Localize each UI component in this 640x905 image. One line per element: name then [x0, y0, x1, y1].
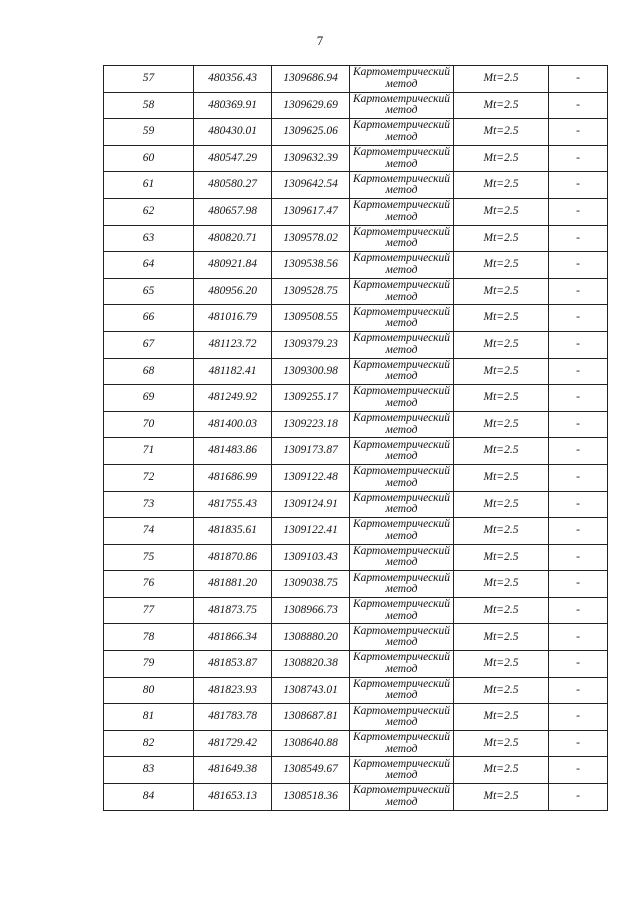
y-coordinate-cell: 1309617.47 [272, 198, 350, 225]
note-cell: - [549, 172, 608, 199]
method-cell [350, 757, 454, 784]
method-text-line: метод [385, 476, 418, 489]
note-cell: - [549, 597, 608, 624]
method-cell [350, 385, 454, 412]
note-cell: - [549, 438, 608, 465]
x-coordinate-cell: 481649.38 [194, 757, 272, 784]
method-text-line: Картометрический [352, 358, 451, 371]
method-text-line: Картометрический [352, 332, 451, 345]
method-cell [350, 145, 454, 172]
method-text-line: Картометрический [352, 146, 451, 159]
x-coordinate-cell: 481755.43 [194, 491, 272, 518]
accuracy-cell: Mt=2.5 [454, 438, 549, 465]
accuracy-cell: Mt=2.5 [454, 331, 549, 358]
note-cell: - [549, 92, 608, 119]
method-cell [350, 651, 454, 678]
method-text-line: метод [385, 716, 418, 729]
x-coordinate-cell: 481873.75 [194, 597, 272, 624]
method-cell [350, 677, 454, 704]
x-coordinate-cell: 480430.01 [194, 119, 272, 146]
note-cell: - [549, 331, 608, 358]
y-coordinate-cell: 1309103.43 [272, 544, 350, 571]
y-coordinate-cell: 1309300.98 [272, 358, 350, 385]
accuracy-cell: Mt=2.5 [454, 464, 549, 491]
x-coordinate-cell: 480356.43 [194, 66, 272, 93]
point-number-cell: 83 [104, 757, 194, 784]
method-text-line: метод [385, 317, 418, 330]
point-number-cell: 77 [104, 597, 194, 624]
accuracy-cell: Mt=2.5 [454, 305, 549, 332]
table-row [104, 305, 608, 332]
x-coordinate-cell: 481823.93 [194, 677, 272, 704]
y-coordinate-cell: 1308640.88 [272, 730, 350, 757]
table-row [104, 464, 608, 491]
note-cell: - [549, 198, 608, 225]
point-number-cell: 84 [104, 784, 194, 811]
x-coordinate-cell: 481729.42 [194, 730, 272, 757]
method-text-line: Картометрический [352, 544, 451, 557]
note-cell: - [549, 757, 608, 784]
method-text-line: Картометрический [352, 624, 451, 637]
page-number: 7 [316, 33, 324, 48]
method-cell [350, 571, 454, 598]
x-coordinate-cell: 481853.87 [194, 651, 272, 678]
note-cell: - [549, 730, 608, 757]
table-row [104, 119, 608, 146]
method-cell [350, 624, 454, 651]
x-coordinate-cell: 481835.61 [194, 518, 272, 545]
method-text-line: Картометрический [352, 66, 451, 79]
table-row [104, 597, 608, 624]
y-coordinate-cell: 1309625.06 [272, 119, 350, 146]
y-coordinate-cell: 1309223.18 [272, 411, 350, 438]
x-coordinate-cell: 481249.92 [194, 385, 272, 412]
x-coordinate-cell: 480956.20 [194, 278, 272, 305]
point-number-cell: 73 [104, 491, 194, 518]
note-cell: - [549, 252, 608, 279]
method-text-line: метод [385, 583, 418, 596]
point-number-cell: 64 [104, 252, 194, 279]
x-coordinate-cell: 481686.99 [194, 464, 272, 491]
point-number-cell: 59 [104, 119, 194, 146]
accuracy-cell: Mt=2.5 [454, 145, 549, 172]
point-number-cell: 74 [104, 518, 194, 545]
point-number-cell: 82 [104, 730, 194, 757]
accuracy-cell: Mt=2.5 [454, 651, 549, 678]
x-coordinate-cell: 481483.86 [194, 438, 272, 465]
note-cell: - [549, 358, 608, 385]
method-text-line: Картометрический [352, 465, 451, 478]
method-cell [350, 491, 454, 518]
accuracy-cell: Mt=2.5 [454, 544, 549, 571]
table-row [104, 385, 608, 412]
accuracy-cell: Mt=2.5 [454, 677, 549, 704]
method-text-line: Картометрический [352, 92, 451, 105]
x-coordinate-cell: 481016.79 [194, 305, 272, 332]
x-coordinate-cell: 480921.84 [194, 252, 272, 279]
accuracy-cell: Mt=2.5 [454, 704, 549, 731]
y-coordinate-cell: 1309578.02 [272, 225, 350, 252]
method-text-line: метод [385, 343, 418, 356]
point-number-cell: 58 [104, 92, 194, 119]
method-text-line: метод [385, 263, 418, 276]
table-row [104, 66, 608, 93]
y-coordinate-cell: 1308687.81 [272, 704, 350, 731]
table-row [104, 544, 608, 571]
x-coordinate-cell: 480580.27 [194, 172, 272, 199]
table-row [104, 571, 608, 598]
table-row [104, 491, 608, 518]
point-number-cell: 57 [104, 66, 194, 93]
y-coordinate-cell: 1309122.41 [272, 518, 350, 545]
accuracy-cell: Mt=2.5 [454, 730, 549, 757]
method-text-line: Картометрический [352, 704, 451, 717]
point-number-cell: 72 [104, 464, 194, 491]
table-row [104, 730, 608, 757]
note-cell: - [549, 784, 608, 811]
method-text-line: Картометрический [352, 491, 451, 504]
method-cell [350, 331, 454, 358]
point-number-cell: 60 [104, 145, 194, 172]
point-number-cell: 81 [104, 704, 194, 731]
note-cell: - [549, 385, 608, 412]
x-coordinate-cell: 481123.72 [194, 331, 272, 358]
accuracy-cell: Mt=2.5 [454, 518, 549, 545]
method-cell [350, 198, 454, 225]
method-text-line: метод [385, 662, 418, 675]
y-coordinate-cell: 1309632.39 [272, 145, 350, 172]
x-coordinate-cell: 480820.71 [194, 225, 272, 252]
method-text-line: Картометрический [352, 199, 451, 212]
accuracy-cell: Mt=2.5 [454, 624, 549, 651]
point-number-cell: 76 [104, 571, 194, 598]
x-coordinate-cell: 481400.03 [194, 411, 272, 438]
point-number-cell: 75 [104, 544, 194, 571]
y-coordinate-cell: 1309642.54 [272, 172, 350, 199]
point-number-cell: 61 [104, 172, 194, 199]
method-text-line: Картометрический [352, 412, 451, 425]
method-text-line: метод [385, 450, 418, 463]
method-text-line: Картометрический [352, 279, 451, 292]
method-text-line: метод [385, 423, 418, 436]
x-coordinate-cell: 481866.34 [194, 624, 272, 651]
point-number-cell: 71 [104, 438, 194, 465]
x-coordinate-cell: 481783.78 [194, 704, 272, 731]
method-text-line: метод [385, 795, 418, 808]
x-coordinate-cell: 481182.41 [194, 358, 272, 385]
note-cell: - [549, 677, 608, 704]
note-cell: - [549, 278, 608, 305]
y-coordinate-cell: 1308820.38 [272, 651, 350, 678]
x-coordinate-cell: 481881.20 [194, 571, 272, 598]
note-cell: - [549, 145, 608, 172]
method-text-line: Картометрический [352, 757, 451, 770]
method-cell [350, 730, 454, 757]
table-row [104, 358, 608, 385]
note-cell: - [549, 571, 608, 598]
accuracy-cell: Mt=2.5 [454, 571, 549, 598]
method-text-line: метод [385, 370, 418, 383]
method-text-line: метод [385, 742, 418, 755]
x-coordinate-cell: 481870.86 [194, 544, 272, 571]
method-cell [350, 172, 454, 199]
accuracy-cell: Mt=2.5 [454, 66, 549, 93]
point-number-cell: 80 [104, 677, 194, 704]
method-text-line: Картометрический [352, 731, 451, 744]
point-number-cell: 65 [104, 278, 194, 305]
method-text-line: Картометрический [352, 252, 451, 265]
accuracy-cell: Mt=2.5 [454, 385, 549, 412]
y-coordinate-cell: 1309379.23 [272, 331, 350, 358]
table-row [104, 225, 608, 252]
accuracy-cell: Mt=2.5 [454, 252, 549, 279]
table-row [104, 92, 608, 119]
method-cell [350, 411, 454, 438]
method-text-line: Картометрический [352, 225, 451, 238]
method-text-line: метод [385, 157, 418, 170]
method-text-line: метод [385, 609, 418, 622]
x-coordinate-cell: 480369.91 [194, 92, 272, 119]
table-row [104, 411, 608, 438]
y-coordinate-cell: 1309528.75 [272, 278, 350, 305]
point-number-cell: 63 [104, 225, 194, 252]
note-cell: - [549, 464, 608, 491]
accuracy-cell: Mt=2.5 [454, 411, 549, 438]
note-cell: - [549, 225, 608, 252]
method-text-line: Картометрический [352, 677, 451, 690]
y-coordinate-cell: 1308549.67 [272, 757, 350, 784]
accuracy-cell: Mt=2.5 [454, 119, 549, 146]
y-coordinate-cell: 1309629.69 [272, 92, 350, 119]
table-row [104, 252, 608, 279]
y-coordinate-cell: 1308880.20 [272, 624, 350, 651]
point-number-cell: 70 [104, 411, 194, 438]
method-cell [350, 66, 454, 93]
method-cell [350, 358, 454, 385]
table-row [104, 624, 608, 651]
method-cell [350, 784, 454, 811]
point-number-cell: 69 [104, 385, 194, 412]
table-row [104, 278, 608, 305]
note-cell: - [549, 544, 608, 571]
method-cell [350, 225, 454, 252]
method-cell [350, 438, 454, 465]
note-cell: - [549, 305, 608, 332]
accuracy-cell: Mt=2.5 [454, 757, 549, 784]
accuracy-cell: Mt=2.5 [454, 278, 549, 305]
method-text-line: Картометрический [352, 784, 451, 797]
method-text-line: метод [385, 237, 418, 250]
method-text-line: Картометрический [352, 385, 451, 398]
note-cell: - [549, 518, 608, 545]
method-cell [350, 252, 454, 279]
note-cell: - [549, 704, 608, 731]
y-coordinate-cell: 1309173.87 [272, 438, 350, 465]
table-row [104, 677, 608, 704]
method-text-line: метод [385, 769, 418, 782]
point-number-cell: 68 [104, 358, 194, 385]
method-text-line: метод [385, 77, 418, 90]
note-cell: - [549, 66, 608, 93]
method-text-line: метод [385, 184, 418, 197]
table-row [104, 331, 608, 358]
table-row [104, 704, 608, 731]
y-coordinate-cell: 1309122.48 [272, 464, 350, 491]
method-cell [350, 518, 454, 545]
note-cell: - [549, 651, 608, 678]
x-coordinate-cell: 481653.13 [194, 784, 272, 811]
method-text-line: метод [385, 689, 418, 702]
method-cell [350, 597, 454, 624]
method-text-line: метод [385, 104, 418, 117]
method-text-line: Картометрический [352, 598, 451, 611]
accuracy-cell: Mt=2.5 [454, 491, 549, 518]
method-text-line: метод [385, 636, 418, 649]
accuracy-cell: Mt=2.5 [454, 92, 549, 119]
method-text-line: метод [385, 529, 418, 542]
table-row [104, 757, 608, 784]
method-text-line: метод [385, 210, 418, 223]
y-coordinate-cell: 1309255.17 [272, 385, 350, 412]
method-cell [350, 92, 454, 119]
point-number-cell: 67 [104, 331, 194, 358]
method-cell [350, 544, 454, 571]
method-text-line: метод [385, 556, 418, 569]
point-number-cell: 79 [104, 651, 194, 678]
accuracy-cell: Mt=2.5 [454, 198, 549, 225]
method-text-line: Картометрический [352, 172, 451, 185]
point-number-cell: 62 [104, 198, 194, 225]
coordinates-table-body [104, 66, 608, 811]
table-row [104, 145, 608, 172]
note-cell: - [549, 119, 608, 146]
y-coordinate-cell: 1309538.56 [272, 252, 350, 279]
method-text-line: Картометрический [352, 119, 451, 132]
method-text-line: Картометрический [352, 305, 451, 318]
method-cell [350, 278, 454, 305]
table-row [104, 438, 608, 465]
note-cell: - [549, 624, 608, 651]
method-text-line: Картометрический [352, 438, 451, 451]
note-cell: - [549, 411, 608, 438]
point-number-cell: 66 [104, 305, 194, 332]
method-text-line: метод [385, 503, 418, 516]
x-coordinate-cell: 480547.29 [194, 145, 272, 172]
y-coordinate-cell: 1308966.73 [272, 597, 350, 624]
table-row [104, 651, 608, 678]
table-row [104, 172, 608, 199]
accuracy-cell: Mt=2.5 [454, 172, 549, 199]
method-text-line: метод [385, 130, 418, 143]
accuracy-cell: Mt=2.5 [454, 225, 549, 252]
accuracy-cell: Mt=2.5 [454, 358, 549, 385]
method-cell [350, 464, 454, 491]
y-coordinate-cell: 1309038.75 [272, 571, 350, 598]
method-cell [350, 305, 454, 332]
table-row [104, 198, 608, 225]
coordinates-table [103, 65, 608, 811]
method-cell [350, 119, 454, 146]
y-coordinate-cell: 1309124.91 [272, 491, 350, 518]
method-text-line: Картометрический [352, 651, 451, 664]
y-coordinate-cell: 1308743.01 [272, 677, 350, 704]
method-text-line: Картометрический [352, 571, 451, 584]
accuracy-cell: Mt=2.5 [454, 784, 549, 811]
table-row [104, 518, 608, 545]
table-row [104, 784, 608, 811]
method-text-line: метод [385, 396, 418, 409]
method-cell [350, 704, 454, 731]
y-coordinate-cell: 1309686.94 [272, 66, 350, 93]
y-coordinate-cell: 1309508.55 [272, 305, 350, 332]
note-cell: - [549, 491, 608, 518]
accuracy-cell: Mt=2.5 [454, 597, 549, 624]
method-text-line: метод [385, 290, 418, 303]
method-text-line: Картометрический [352, 518, 451, 531]
point-number-cell: 78 [104, 624, 194, 651]
y-coordinate-cell: 1308518.36 [272, 784, 350, 811]
x-coordinate-cell: 480657.98 [194, 198, 272, 225]
